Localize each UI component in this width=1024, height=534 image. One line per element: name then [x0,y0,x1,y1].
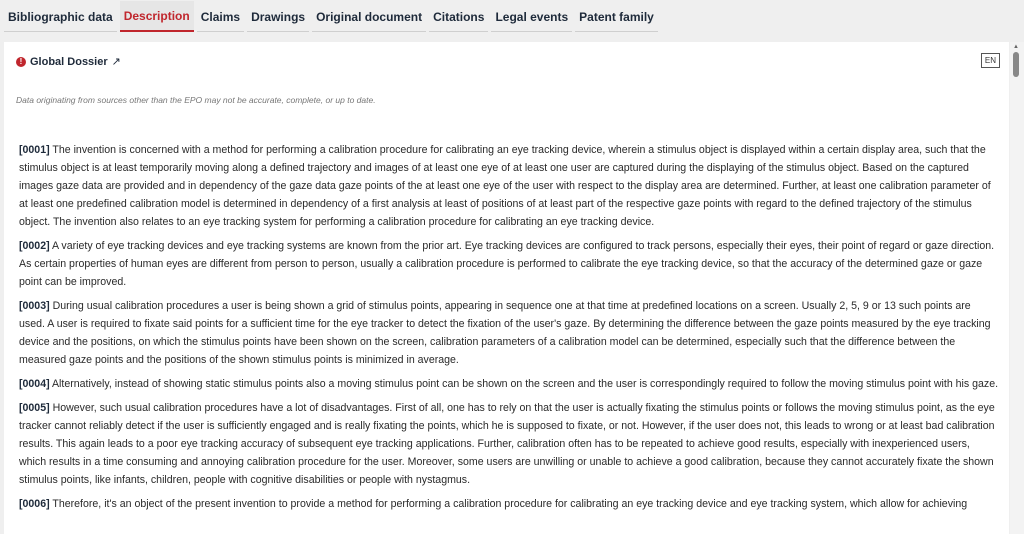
description-panel [4,42,1009,534]
paragraph: [0004] Alternatively, instead of showing static stimulus points also a moving stimulus point can be shown on the screen and the user is correspondingly required to follow the moving stimulus point with his gaze. [19,378,999,390]
tab-legal-events[interactable]: Legal events [491,10,572,32]
tab-bibliographic-data[interactable]: Bibliographic data [4,10,117,32]
paragraph: [0002] A variety of eye tracking devices and eye tracking systems are known from the prior art. Eye tracking devices are configured to track persons, especially their eyes, their point of regard or gaze direction. As certain properties of human eyes are different from person to person, usually a calibration procedure is performed to calibrate the eye tracking device, so that the accuracy of the determined gaze or gaze point can be improved. [19,240,995,288]
external-link-icon: ↗ [111,56,121,68]
description-text [19,141,999,519]
scroll-up-icon[interactable]: ▲ [1013,44,1019,50]
tab-original-document[interactable]: Original document [312,10,426,32]
paragraph: [0006] Therefore, it's an object of the present invention to provide a method for performing a calibration procedure for calibrating an eye tracking device and eye tracking system, which allow for achieving [19,498,968,510]
tab-drawings[interactable]: Drawings [247,10,309,32]
language-button[interactable]: EN [981,53,1000,68]
global-dossier-title: Global Dossier [30,55,108,68]
disclaimer-note: Data originating from sources other than the EPO may not be accurate, complete, or up to date. [16,95,376,105]
scrollbar-thumb[interactable] [1013,52,1019,77]
scrollbar[interactable] [1010,42,1024,534]
paragraph: [0003] During usual calibration procedures a user is being shown a grid of stimulus points, appearing in sequence one at that time at predefined locations on a screen. Usually 2, 5, 9 or 13 such points are used. A user is required to fixate said points for a sufficient time for the eye tracker to detect the fixation of the user's gaze. By determining the difference between the gaze points measured by the eye tracking device and the positions, on which the stimulus points have been shown on the screen, calibration parameters of a calibration model can be determined, especially such that the difference between the measured gaze points and the positions of the shown stimulus points is minimized in average. [19,300,991,366]
tab-description[interactable]: Description [120,1,194,32]
warning-icon: ! [16,57,26,67]
tab-patent-family[interactable]: Patent family [575,10,658,32]
tab-claims[interactable]: Claims [197,10,244,32]
tab-bar [0,0,1024,32]
paragraph: [0005] However, such usual calibration procedures have a lot of disadvantages. First of all, one has to rely on that the user is actually fixating the stimulus points or follows the moving stimulus point, as the eye tracker cannot reliably detect if the user is sufficiently engaged and is really fixating the points, which he is supposed to fixate, or not. However, if the user does not, this leads to wrong or at least bad calibration results. This again leads to a poor eye tracking accuracy of subsequent eye tracking applications. Further, calibration often has to be repeated to achieve good results, especially with inexperienced users, which results in a time consuming and annoying calibration procedure for the user. Moreover, some users are unwilling or unable to achieve a good calibration, because they cannot accurately fixate the shown stimulus points, like infants, children, people with cognitive disabilities or people with nystagmus. [19,402,995,486]
tab-citations[interactable]: Citations [429,10,488,32]
paragraph: [0001] The invention is concerned with a method for performing a calibration procedure for calibrating an eye tracking device, wherein a stimulus object is displayed within a certain display area, such that the stimulus object is at least temporarily moving along a defined trajectory and images of at least one eye of at least one user are captured during the displaying of the stimulus object. Based on the captured images gaze data are provided and in dependency of the gaze data gaze points of the at least one eye of the user with respect to the display area are determined. Further, at least one calibration parameter of at least one predefined calibration model is determined in dependency of a first analysis at least of positions of at least part of the respective gaze points with regard to the defined trajectory of the stimulus object. The invention also relates to an eye tracking system for performing a calibration procedure for calibrating an eye tracking device. [19,144,991,228]
global-dossier-link[interactable] [16,55,121,68]
